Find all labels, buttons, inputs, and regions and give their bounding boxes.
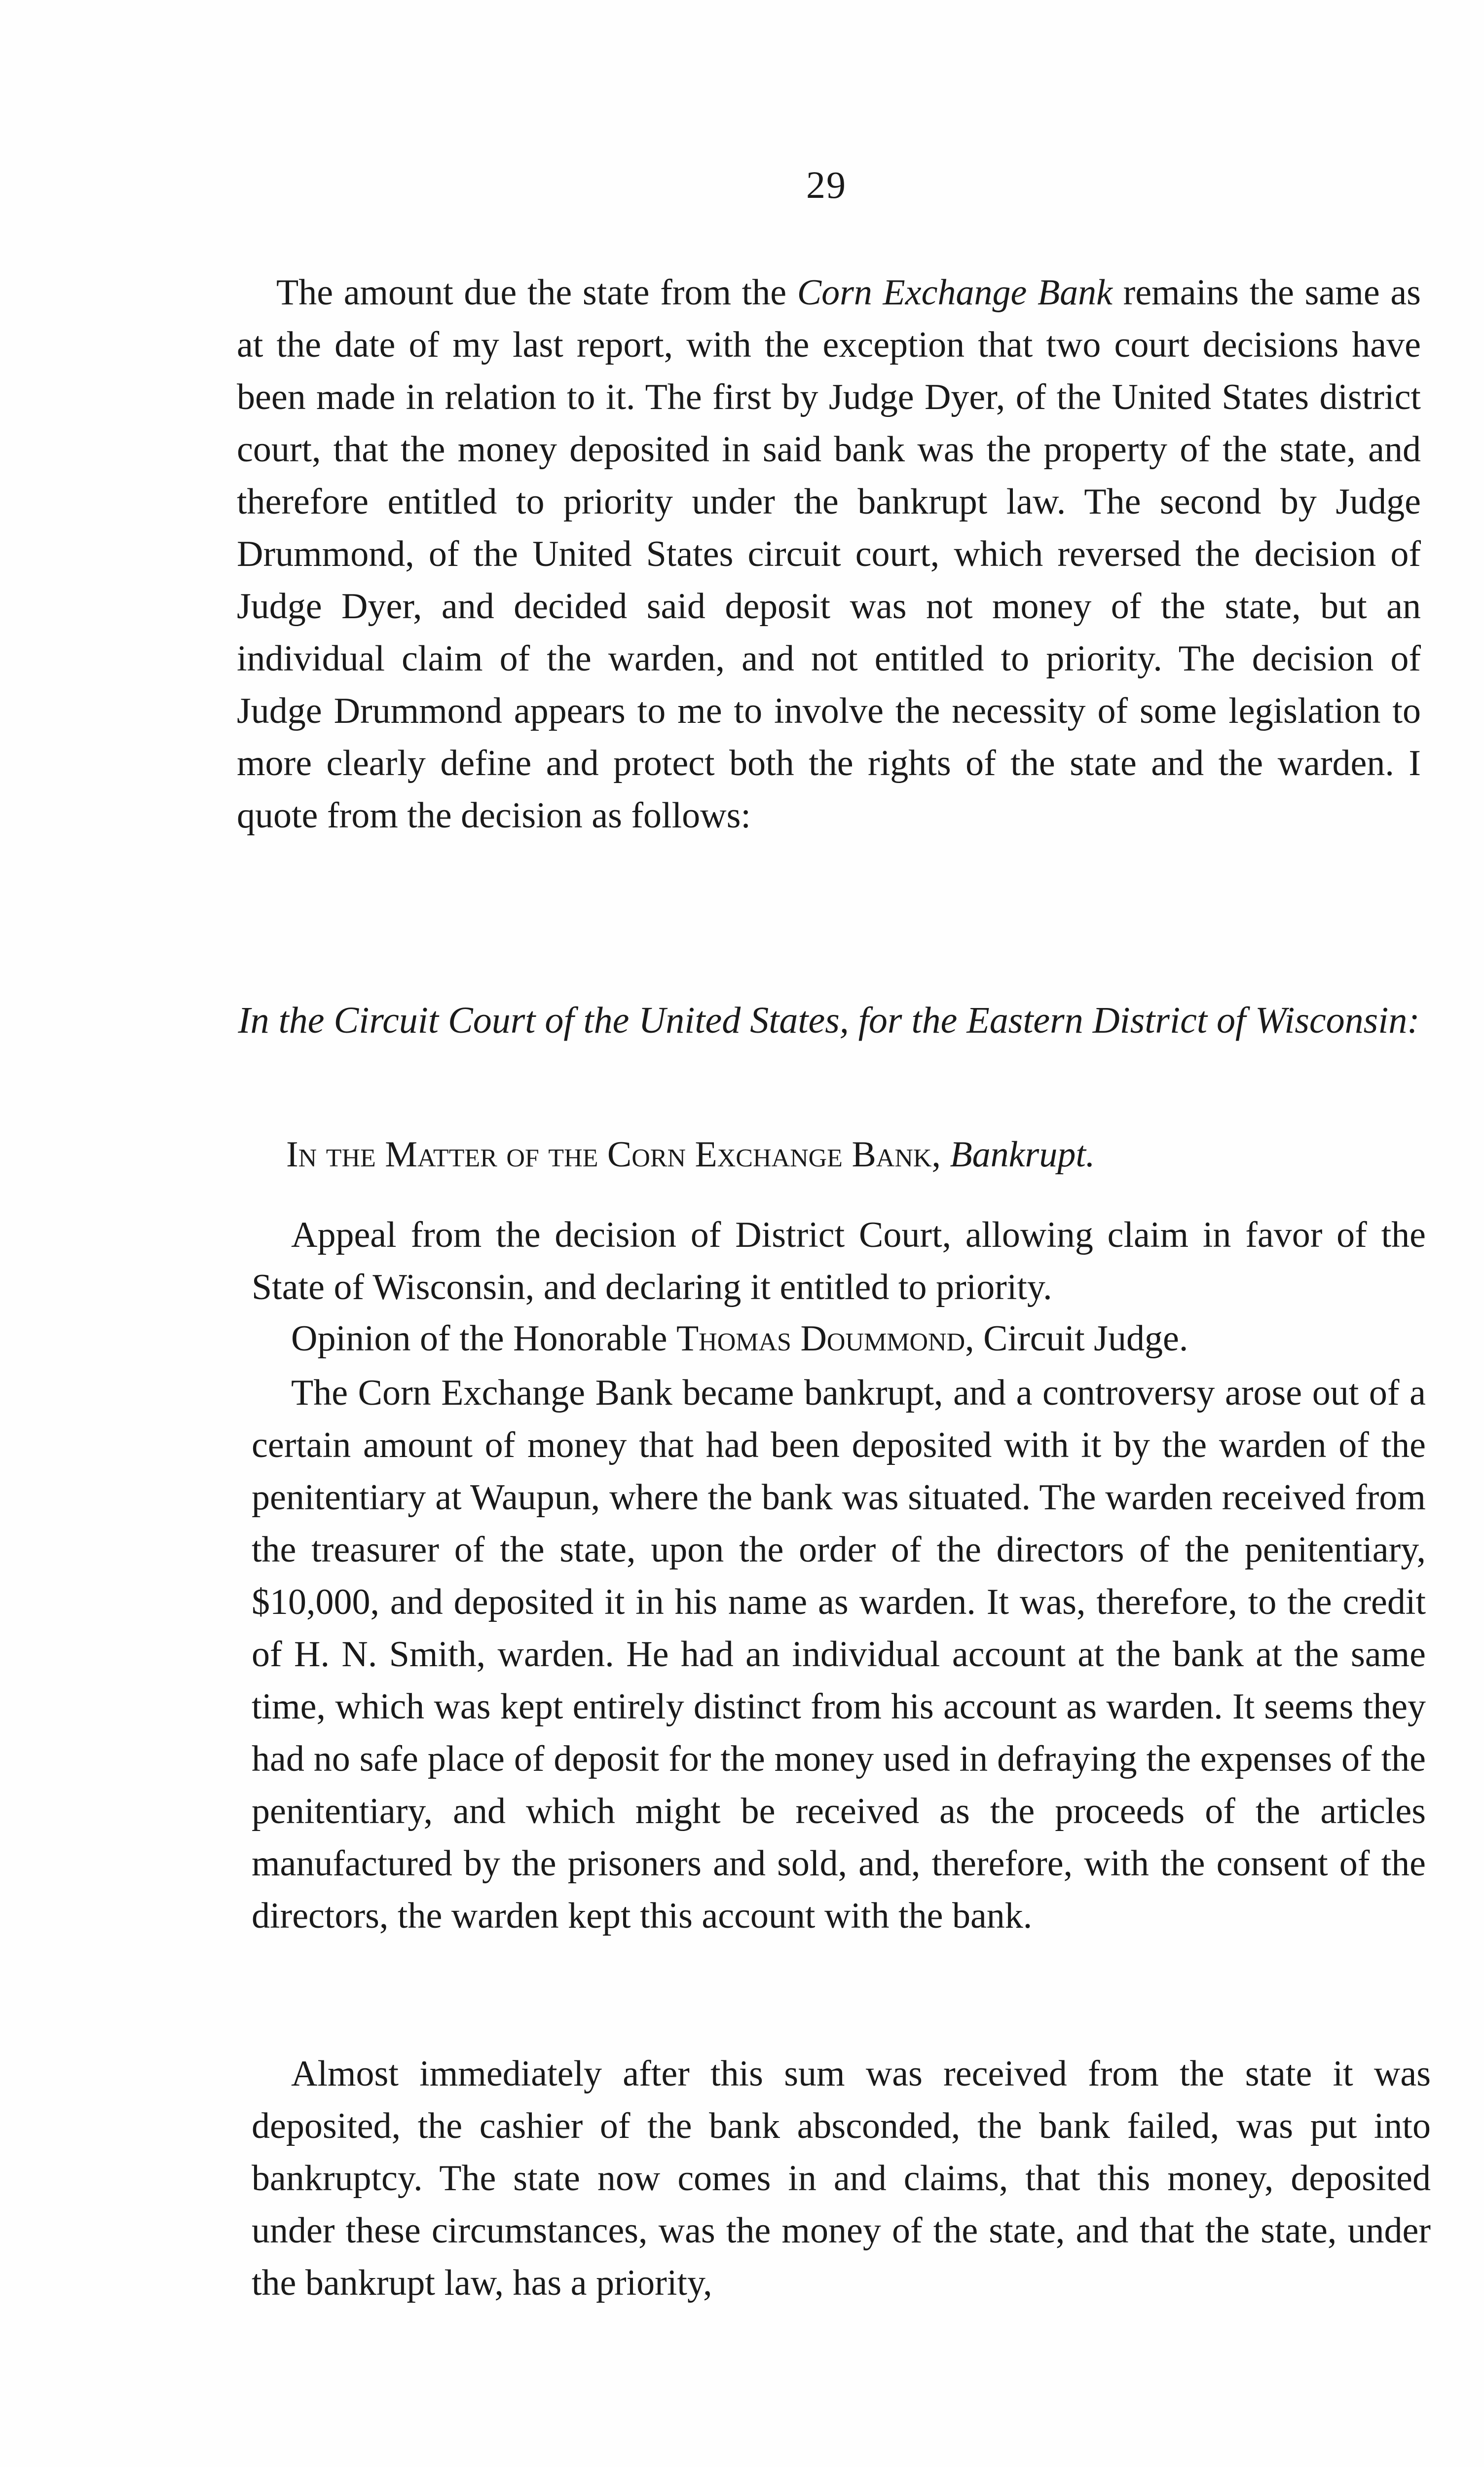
case-title-status: Bankrupt.	[950, 1134, 1095, 1175]
body-paragraph-2: Almost immediately after this sum was received from the state it was deposited, the cashier of the bank absconded, the bank failed, was put into bankruptcy. The state now comes in and claims, that this money, deposited under these circumstances, was the money of the state, and that the state, under the bankrupt law, has a priority,	[252, 2054, 1431, 2303]
opinion-suffix: , Circuit Judge.	[965, 1318, 1188, 1359]
intro-text-rest: remains the same as at the date of my last report, with the exception that two court decisions have been made in relation to it. The first by Judge Dyer, of the United States district court, that the money deposited in said bank was the property of the state, and therefore entitled to priority under the bankrupt law. The second by Judge Drummond, of the United States circuit court, which reversed the decision of Judge Dyer, and decided said deposit was not money of the state, but an individual claim of the warden, and not entitled to priority. The decision of Judge Drummond appears to me to involve the necessity of some legislation to more clearly define and protect both the rights of the state and the warden. I quote from the decision as follows:	[237, 272, 1421, 836]
intro-paragraph	[237, 266, 1421, 842]
appeal-paragraph: Appeal from the decision of District Court, allowing claim in favor of the State of Wisconsin, and declaring it entitled to priority.	[252, 1215, 1426, 1308]
judge-name: Thomas Doummond	[676, 1318, 965, 1359]
case-title-prefix: In the Matter of the Corn Exchange Bank,	[286, 1134, 950, 1175]
page-number: 29	[806, 163, 847, 206]
case-title	[286, 1130, 1421, 1179]
opinion-prefix: Opinion of the Honorable	[291, 1318, 676, 1359]
intro-text-start: The amount due the state from the	[276, 272, 797, 313]
bank-name: Corn Exchange Bank	[797, 272, 1113, 313]
court-heading: In the Circuit Court of the United States, for the Eastern District of Wisconsin:	[238, 1000, 1420, 1041]
opinion-line	[252, 1312, 1426, 1365]
body-paragraph-1: The Corn Exchange Bank became bankrupt, and a controversy arose out of a certain amount of money that had been deposited with it by the warden of the penitentiary at Waupun, where the bank was situated. The warden received from the treasurer of the state, upon the order of the directors of the penitentiary, $10,000, and deposited it in his name as warden. It was, therefore, to the credit of H. N. Smith, warden. He had an individual account at the bank at the same time, which was kept entirely distinct from his account as warden. It seems they had no safe place of deposit for the money used in defraying the expenses of the penitentiary, and which might be received as the proceeds of the articles manufactured by the prisoners and sold, and, therefore, with the consent of the directors, the warden kept this account with the bank.	[252, 1373, 1426, 1936]
